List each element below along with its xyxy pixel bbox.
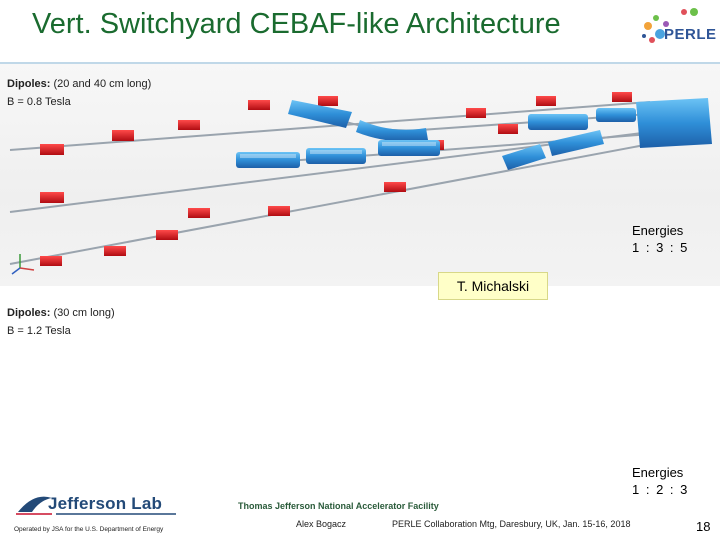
meeting-info: PERLE Collaboration Mtg, Daresbury, UK, Jan. 15-16, 2018 xyxy=(392,519,631,529)
top-energies xyxy=(632,222,689,256)
slide-title: Vert. Switchyard CEBAF-like Architecture xyxy=(32,8,561,40)
top-dipoles-label: Dipoles: (20 and 40 cm long) xyxy=(7,78,152,90)
jefferson-lab-name: Jefferson Lab xyxy=(48,494,163,513)
credit-box: T. Michalski xyxy=(438,272,548,300)
top-energies-title: Energies xyxy=(632,223,684,238)
bottom-dipoles-label: Dipoles: (30 cm long) xyxy=(7,307,115,319)
operated-by-text: Operated by JSA for the U.S. Department of Energy xyxy=(14,526,164,533)
bottom-field-label: B = 1.2 Tesla xyxy=(7,325,71,337)
top-energies-ratio: 1 : 3 : 5 xyxy=(632,240,689,255)
bottom-energies-ratio: 1 : 2 : 3 xyxy=(632,482,689,497)
facility-name: Thomas Jefferson National Accelerator Facility xyxy=(238,501,439,511)
bottom-energies-title: Energies xyxy=(632,465,684,480)
page-number: 18 xyxy=(696,519,711,534)
author-name: Alex Bogacz xyxy=(296,519,347,529)
switchyard-render xyxy=(0,64,720,286)
top-field-label: B = 0.8 Tesla xyxy=(7,96,71,108)
bottom-energies xyxy=(632,464,689,498)
perle-logo-text: PERLE xyxy=(664,26,717,43)
